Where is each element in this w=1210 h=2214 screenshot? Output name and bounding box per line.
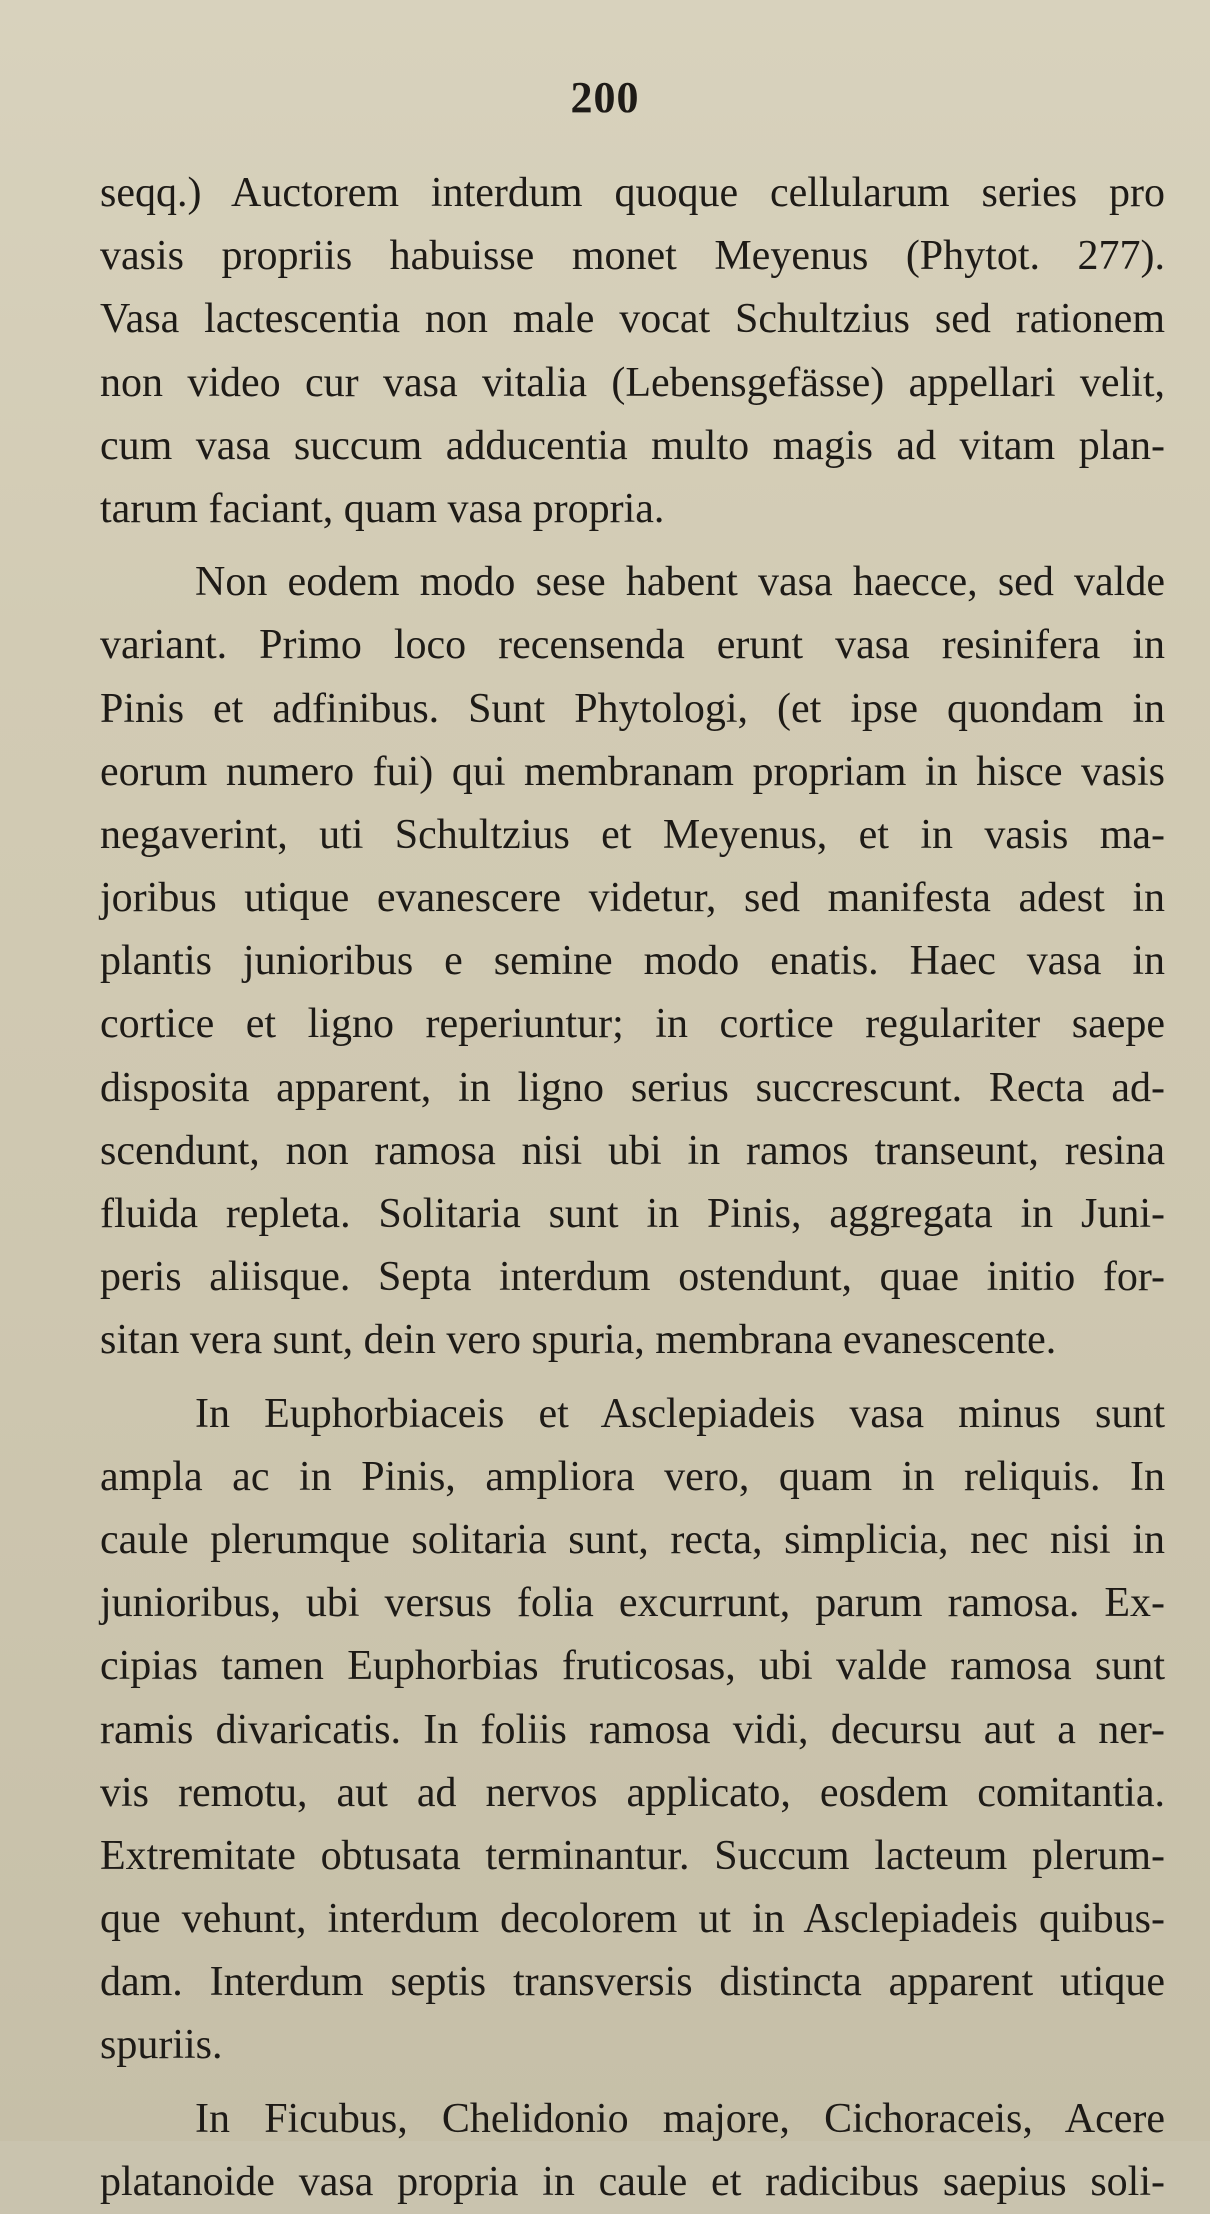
text-line: sitan vera sunt, dein vero spuria, membrana evanescente.	[100, 1317, 1057, 1364]
text-line: tarum faciant, quam vasa propria.	[100, 485, 665, 532]
text-line: joribus utique evanescere videtur, sed manifesta adest in	[100, 875, 1165, 922]
text-line: In Ficubus, Chelidonio majore, Cichoraceis, Acere	[195, 2095, 1165, 2142]
text-line: Pinis et adfinibus. Sunt Phytologi, (et ipse quondam in	[100, 685, 1165, 732]
text-line: scendunt, non ramosa nisi ubi in ramos transeunt, resina	[100, 1127, 1165, 1174]
paragraph-3	[100, 1383, 1165, 2078]
text-line: cipias tamen Euphorbias fruticosas, ubi valde ramosa sunt	[100, 1643, 1165, 1690]
body-text	[100, 162, 1165, 2214]
text-line: vasis propriis habuisse monet Meyenus (Phytot. 277).	[100, 233, 1165, 280]
paragraph-4	[100, 2088, 1165, 2214]
text-line: Vasa lactescentia non male vocat Schultzius sed rationem	[100, 296, 1165, 343]
text-line: platanoide vasa propria in caule et radicibus saepius soli-	[100, 2158, 1165, 2205]
text-line: Non eodem modo sese habent vasa haecce, sed valde	[195, 559, 1165, 606]
text-line: fluida repleta. Solitaria sunt in Pinis, aggregata in Juni-	[100, 1191, 1165, 1237]
text-line: vis remotu, aut ad nervos applicato, eosdem comitantia.	[100, 1769, 1165, 1816]
text-line: disposita apparent, in ligno serius succrescunt. Recta ad-	[100, 1064, 1165, 1111]
text-line: dam. Interdum septis transversis distincta apparent utique	[100, 1959, 1165, 2006]
text-line: variant. Primo loco recensenda erunt vasa resinifera in	[100, 622, 1165, 669]
text-line: ampla ac in Pinis, ampliora vero, quam in reliquis. In	[100, 1453, 1165, 1500]
text-line: que vehunt, interdum decolorem ut in Asclepiadeis quibus-	[100, 1896, 1165, 1943]
text-line: caule plerumque solitaria sunt, recta, simplicia, nec nisi in	[100, 1516, 1165, 1563]
text-line: eorum numero fui) qui membranam propriam in hisce vasis	[100, 748, 1165, 795]
text-line: junioribus, ubi versus folia excurrunt, parum ramosa. Ex-	[100, 1580, 1165, 1627]
text-line: cum vasa succum adducentia multo magis ad vitam plan-	[100, 422, 1165, 469]
text-line: peris aliisque. Septa interdum ostendunt, quae initio for-	[100, 1254, 1165, 1301]
text-line: seqq.) Auctorem interdum quoque cellularum series pro	[100, 170, 1165, 216]
text-line: spuriis.	[100, 2022, 223, 2069]
page-number: 200	[570, 73, 640, 122]
text-line: Extremitate obtusata terminantur. Succum lacteum plerum-	[100, 1832, 1165, 1879]
text-line: negaverint, uti Schultzius et Meyenus, et in vasis ma-	[100, 811, 1165, 858]
text-line: cortice et ligno reperiuntur; in cortice regulariter saepe	[100, 1001, 1165, 1048]
text-line: plantis junioribus e semine modo enatis. Haec vasa in	[100, 938, 1165, 985]
paragraph-2	[100, 551, 1165, 1372]
text-line: non video cur vasa vitalia (Lebensgefässe) appellari velit,	[100, 359, 1165, 406]
paragraph-1	[100, 162, 1165, 541]
text-line: ramis divaricatis. In foliis ramosa vidi, decursu aut a ner-	[100, 1706, 1165, 1753]
text-line: In Euphorbiaceis et Asclepiadeis vasa minus sunt	[195, 1390, 1165, 1437]
